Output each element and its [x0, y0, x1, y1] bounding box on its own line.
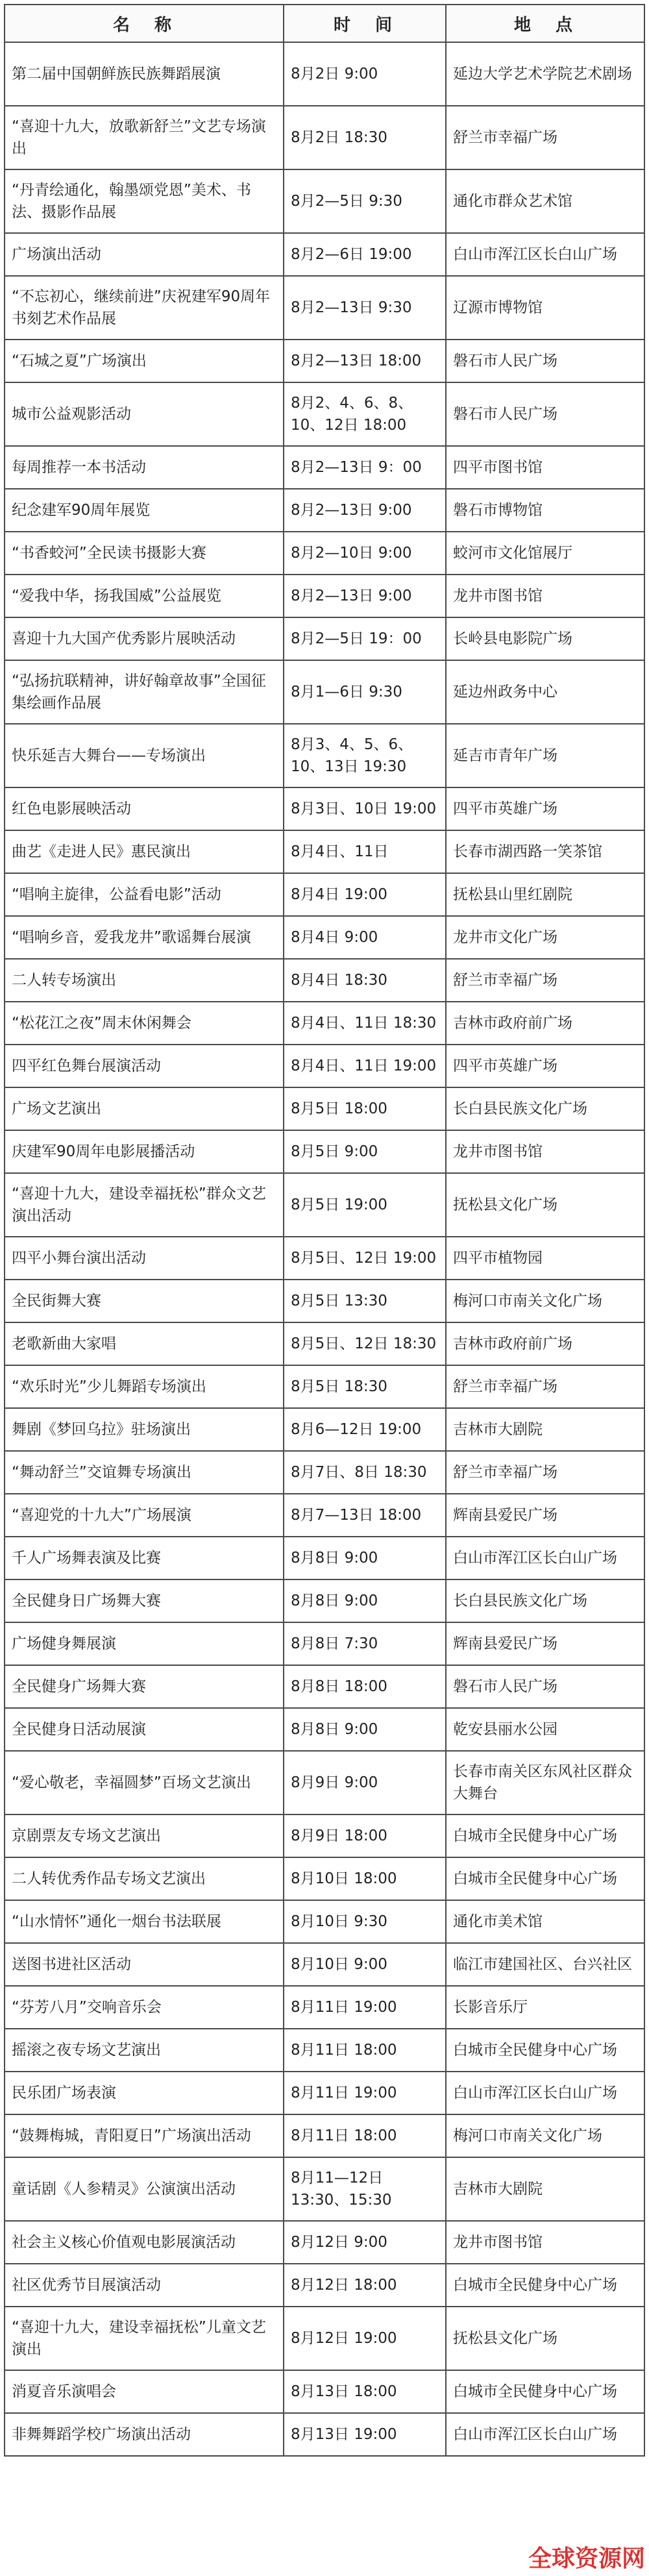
cell-name: “弘扬抗联精神，讲好翰章故事”全国征集绘画作品展 [5, 660, 284, 724]
table-row [5, 1986, 644, 2029]
cell-place: 长春市湖西路一笑茶馆 [446, 830, 644, 873]
cell-time: 8月1—6日 9:30 [284, 660, 446, 724]
cell-name: “鼓舞梅城，青阳夏日”广场演出活动 [5, 2114, 284, 2157]
cell-time: 8月6—12日 19:00 [284, 1408, 446, 1451]
cell-name: 摇滚之夜专场文艺演出 [5, 2029, 284, 2072]
cell-time: 8月11日 19:00 [284, 2072, 446, 2114]
cell-time: 8月11日 18:00 [284, 2114, 446, 2157]
cell-place: 长白县民族文化广场 [446, 1579, 644, 1622]
table-row [5, 1173, 644, 1237]
cell-name: 城市公益观影活动 [5, 382, 284, 446]
cell-name: 民乐团广场表演 [5, 2072, 284, 2114]
cell-name: “芬芳八月”交响音乐会 [5, 1986, 284, 2029]
cell-time: 8月4日 9:00 [284, 916, 446, 959]
cell-name: 社会主义核心价值观电影展演活动 [5, 2221, 284, 2264]
cell-name: 喜迎十九大国产优秀影片展映活动 [5, 617, 284, 660]
cell-place: 长春市南关区东风社区群众大舞台 [446, 1751, 644, 1814]
cell-time: 8月8日 18:00 [284, 1665, 446, 1708]
cell-time: 8月5日 9:00 [284, 1130, 446, 1173]
cell-place: 白山市浑江区长白山广场 [446, 1537, 644, 1579]
table-row [5, 340, 644, 382]
cell-place: 四平市英雄广场 [446, 787, 644, 830]
table-row [5, 2221, 644, 2264]
cell-place: 长岭县电影院广场 [446, 617, 644, 660]
table-row [5, 575, 644, 617]
cell-time: 8月2—13日 9：00 [284, 446, 446, 489]
table-row [5, 916, 644, 959]
header-place: 地 点 [446, 5, 644, 42]
table-row [5, 2072, 644, 2114]
cell-name: 千人广场舞表演及比赛 [5, 1537, 284, 1579]
cell-place: 辉南县爱民广场 [446, 1494, 644, 1537]
cell-time: 8月7日、8日 18:30 [284, 1451, 446, 1494]
cell-name: “喜迎党的十九大”广场展演 [5, 1494, 284, 1537]
table-row [5, 382, 644, 446]
cell-time: 8月2、4、6、8、10、12日 18:00 [284, 382, 446, 446]
table-row [5, 532, 644, 575]
cell-place: 延吉市青年广场 [446, 724, 644, 787]
header-time: 时 间 [284, 5, 446, 42]
cell-place: 白城市全民健身中心广场 [446, 1814, 644, 1857]
table-row [5, 1045, 644, 1087]
cell-time: 8月2日 9:00 [284, 42, 446, 106]
table-row [5, 1900, 644, 1943]
cell-place: 龙井市图书馆 [446, 2221, 644, 2264]
cell-name: 全民健身日活动展演 [5, 1708, 284, 1751]
cell-name: 广场健身舞展演 [5, 1622, 284, 1665]
table-row [5, 276, 644, 340]
cell-time: 8月3日、10日 19:00 [284, 787, 446, 830]
cell-time: 8月10日 9:00 [284, 1943, 446, 1986]
cell-name: 二人转优秀作品专场文艺演出 [5, 1857, 284, 1900]
cell-place: 延边州政务中心 [446, 660, 644, 724]
cell-place: 白城市全民健身中心广场 [446, 2264, 644, 2307]
table-row [5, 1280, 644, 1322]
cell-name: 广场文艺演出 [5, 1087, 284, 1130]
table-row [5, 2370, 644, 2413]
table-row [5, 2114, 644, 2157]
table-row [5, 1708, 644, 1751]
cell-place: 舒兰市幸福广场 [446, 1451, 644, 1494]
cell-place: 蛟河市文化馆展厅 [446, 532, 644, 575]
cell-name: “唱响乡音，爱我龙井”歌谣舞台展演 [5, 916, 284, 959]
cell-place: 龙井市图书馆 [446, 1130, 644, 1173]
cell-place: 磐石市人民广场 [446, 1665, 644, 1708]
table-row [5, 2307, 644, 2370]
table-row [5, 1751, 644, 1814]
cell-name: “爱心敬老，幸福圆梦”百场文艺演出 [5, 1751, 284, 1814]
table-row [5, 1365, 644, 1408]
table-row [5, 2029, 644, 2072]
cell-name: “山水情怀”通化一烟台书法联展 [5, 1900, 284, 1943]
cell-place: 临江市建国社区、台兴社区 [446, 1943, 644, 1986]
cell-name: 纪念建军90周年展览 [5, 489, 284, 532]
cell-place: 白山市浑江区长白山广场 [446, 2072, 644, 2114]
cell-time: 8月5日、12日 18:30 [284, 1322, 446, 1365]
cell-name: “喜迎十九大，建设幸福抚松”儿童文艺演出 [5, 2307, 284, 2370]
cell-name: 快乐延吉大舞台——专场演出 [5, 724, 284, 787]
cell-time: 8月8日 9:00 [284, 1537, 446, 1579]
cell-time: 8月2—13日 18:00 [284, 340, 446, 382]
cell-time: 8月7—13日 18:00 [284, 1494, 446, 1537]
table-row [5, 959, 644, 1002]
cell-time: 8月12日 18:00 [284, 2264, 446, 2307]
table-row [5, 1494, 644, 1537]
header-name: 名 称 [5, 5, 284, 42]
table-row [5, 1451, 644, 1494]
cell-place: 吉林市大剧院 [446, 1408, 644, 1451]
cell-place: 抚松县山里红剧院 [446, 873, 644, 916]
cell-name: “唱响主旋律，公益看电影”活动 [5, 873, 284, 916]
cell-place: 吉林市政府前广场 [446, 1322, 644, 1365]
cell-name: “喜迎十九大，建设幸福抚松”群众文艺演出活动 [5, 1173, 284, 1237]
cell-time: 8月4日、11日 19:00 [284, 1045, 446, 1087]
cell-name: 每周推荐一本书活动 [5, 446, 284, 489]
cell-place: 白城市全民健身中心广场 [446, 2029, 644, 2072]
table-row [5, 787, 644, 830]
cell-name: 第二届中国朝鲜族民族舞蹈展演 [5, 42, 284, 106]
cell-time: 8月10日 18:00 [284, 1857, 446, 1900]
cell-time: 8月8日 7:30 [284, 1622, 446, 1665]
cell-name: 非舞舞蹈学校广场演出活动 [5, 2413, 284, 2456]
table-row [5, 1408, 644, 1451]
cell-name: 全民健身广场舞大赛 [5, 1665, 284, 1708]
cell-place: 白城市全民健身中心广场 [446, 2370, 644, 2413]
cell-time: 8月2—13日 9:00 [284, 575, 446, 617]
cell-time: 8月5日 13:30 [284, 1280, 446, 1322]
cell-name: 童话剧《人参精灵》公演演出活动 [5, 2157, 284, 2221]
cell-time: 8月5日 18:30 [284, 1365, 446, 1408]
cell-time: 8月9日 9:00 [284, 1751, 446, 1814]
cell-time: 8月11—12日 13:30、15:30 [284, 2157, 446, 2221]
cell-name: “不忘初心，继续前进”庆祝建军90周年书刻艺术作品展 [5, 276, 284, 340]
cell-place: 延边大学艺术学院艺术剧场 [446, 42, 644, 106]
cell-time: 8月2—10日 9:00 [284, 532, 446, 575]
cell-time: 8月4日 18:30 [284, 959, 446, 1002]
cell-time: 8月4日、11日 [284, 830, 446, 873]
cell-name: “喜迎十九大，放歌新舒兰”文艺专场演出 [5, 106, 284, 169]
cell-time: 8月2—5日 9:30 [284, 169, 446, 233]
cell-time: 8月12日 19:00 [284, 2307, 446, 2370]
table-row [5, 42, 644, 106]
cell-time: 8月2—6日 19:00 [284, 233, 446, 276]
cell-place: 吉林市大剧院 [446, 2157, 644, 2221]
cell-time: 8月4日 19:00 [284, 873, 446, 916]
cell-time: 8月2日 18:30 [284, 106, 446, 169]
cell-place: 乾安县丽水公园 [446, 1708, 644, 1751]
cell-name: 全民街舞大赛 [5, 1280, 284, 1322]
cell-place: 抚松县文化广场 [446, 1173, 644, 1237]
cell-time: 8月2—13日 9:00 [284, 489, 446, 532]
cell-name: 舞剧《梦回乌拉》驻场演出 [5, 1408, 284, 1451]
cell-place: 磐石市人民广场 [446, 340, 644, 382]
cell-time: 8月4日、11日 18:30 [284, 1002, 446, 1045]
cell-place: 白山市浑江区长白山广场 [446, 2413, 644, 2456]
cell-place: 龙井市图书馆 [446, 575, 644, 617]
table-row [5, 2264, 644, 2307]
schedule-table [4, 4, 645, 2457]
cell-place: 磐石市博物馆 [446, 489, 644, 532]
cell-place: 通化市美术馆 [446, 1900, 644, 1943]
table-row [5, 873, 644, 916]
table-row [5, 1814, 644, 1857]
table-row [5, 1622, 644, 1665]
cell-name: 送图书进社区活动 [5, 1943, 284, 1986]
table-row [5, 1857, 644, 1900]
cell-name: “丹青绘通化，翰墨颂党恩”美术、书法、摄影作品展 [5, 169, 284, 233]
table-row [5, 1087, 644, 1130]
cell-name: “松花江之夜”周末休闲舞会 [5, 1002, 284, 1045]
table-row [5, 2157, 644, 2221]
cell-name: “书香蛟河”全民读书摄影大赛 [5, 532, 284, 575]
table-row [5, 830, 644, 873]
cell-place: 长白县民族文化广场 [446, 1087, 644, 1130]
cell-name: 消夏音乐演唱会 [5, 2370, 284, 2413]
cell-time: 8月5日、12日 19:00 [284, 1237, 446, 1280]
table-row [5, 1130, 644, 1173]
cell-place: 舒兰市幸福广场 [446, 1365, 644, 1408]
cell-name: 广场演出活动 [5, 233, 284, 276]
cell-place: 磐石市人民广场 [446, 382, 644, 446]
cell-place: 白山市浑江区长白山广场 [446, 233, 644, 276]
cell-place: 抚松县文化广场 [446, 2307, 644, 2370]
cell-name: 曲艺《走进人民》惠民演出 [5, 830, 284, 873]
cell-place: 梅河口市南关文化广场 [446, 2114, 644, 2157]
cell-place: 舒兰市幸福广场 [446, 106, 644, 169]
table-row [5, 1322, 644, 1365]
header-row [5, 5, 644, 42]
cell-time: 8月3、4、5、6、10、13日 19:30 [284, 724, 446, 787]
event-schedule [4, 4, 644, 2457]
cell-place: 舒兰市幸福广场 [446, 959, 644, 1002]
cell-time: 8月11日 18:00 [284, 2029, 446, 2072]
table-row [5, 1579, 644, 1622]
table-row [5, 169, 644, 233]
table-row [5, 724, 644, 787]
cell-place: 龙井市文化广场 [446, 916, 644, 959]
table-row [5, 617, 644, 660]
cell-place: 白城市全民健身中心广场 [446, 1857, 644, 1900]
cell-time: 8月10日 9:30 [284, 1900, 446, 1943]
cell-place: 辉南县爱民广场 [446, 1622, 644, 1665]
table-row [5, 1665, 644, 1708]
cell-name: “爱我中华，扬我国威”公益展览 [5, 575, 284, 617]
cell-place: 长影音乐厅 [446, 1986, 644, 2029]
cell-time: 8月2—13日 9:30 [284, 276, 446, 340]
table-row [5, 1237, 644, 1280]
cell-name: 社区优秀节目展演活动 [5, 2264, 284, 2307]
table-row [5, 233, 644, 276]
table-row [5, 2413, 644, 2456]
schedule-body [5, 42, 644, 2456]
cell-name: “石城之夏”广场演出 [5, 340, 284, 382]
cell-place: 四平市植物园 [446, 1237, 644, 1280]
cell-time: 8月13日 19:00 [284, 2413, 446, 2456]
cell-time: 8月8日 9:00 [284, 1708, 446, 1751]
cell-name: 庆建军90周年电影展播活动 [5, 1130, 284, 1173]
cell-time: 8月13日 18:00 [284, 2370, 446, 2413]
cell-place: 吉林市政府前广场 [446, 1002, 644, 1045]
cell-time: 8月8日 9:00 [284, 1579, 446, 1622]
table-row [5, 446, 644, 489]
cell-name: “欢乐时光”少儿舞蹈专场演出 [5, 1365, 284, 1408]
cell-name: 老歌新曲大家唱 [5, 1322, 284, 1365]
cell-name: 四平红色舞台展演活动 [5, 1045, 284, 1087]
table-row [5, 489, 644, 532]
cell-name: 全民健身日广场舞大赛 [5, 1579, 284, 1622]
table-row [5, 660, 644, 724]
cell-time: 8月12日 9:00 [284, 2221, 446, 2264]
cell-time: 8月5日 19:00 [284, 1173, 446, 1237]
cell-place: 四平市图书馆 [446, 446, 644, 489]
cell-place: 四平市英雄广场 [446, 1045, 644, 1087]
table-row [5, 1943, 644, 1986]
cell-time: 8月2—5日 19：00 [284, 617, 446, 660]
table-row [5, 1002, 644, 1045]
cell-place: 通化市群众艺术馆 [446, 169, 644, 233]
cell-name: “舞动舒兰”交谊舞专场演出 [5, 1451, 284, 1494]
cell-place: 梅河口市南关文化广场 [446, 1280, 644, 1322]
cell-time: 8月11日 19:00 [284, 1986, 446, 2029]
cell-time: 8月9日 18:00 [284, 1814, 446, 1857]
table-row [5, 106, 644, 169]
cell-place: 辽源市博物馆 [446, 276, 644, 340]
watermark-logo: 全球资源网 [528, 2545, 645, 2572]
cell-name: 二人转专场演出 [5, 959, 284, 1002]
table-row [5, 1537, 644, 1579]
cell-name: 四平小舞台演出活动 [5, 1237, 284, 1280]
cell-name: 京剧票友专场文艺演出 [5, 1814, 284, 1857]
cell-name: 红色电影展映活动 [5, 787, 284, 830]
cell-time: 8月5日 18:00 [284, 1087, 446, 1130]
